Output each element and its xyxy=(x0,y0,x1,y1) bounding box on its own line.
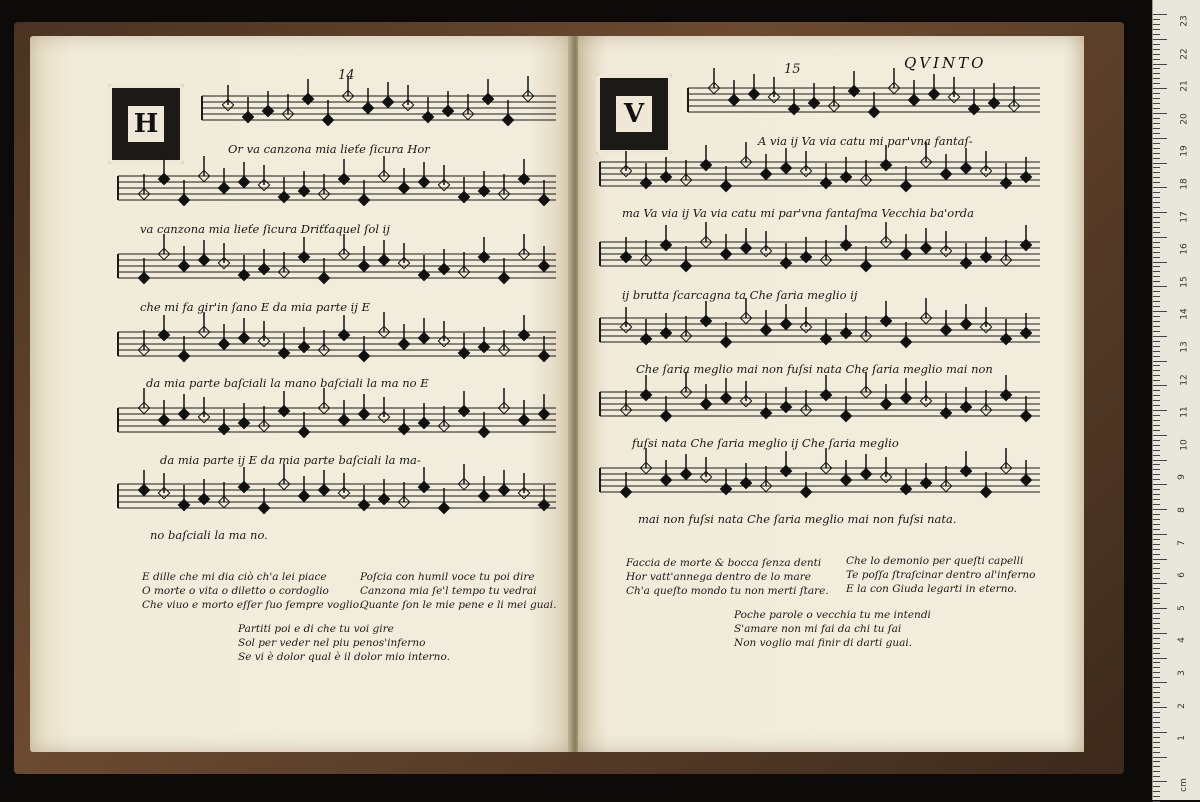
ruler-tick xyxy=(1153,361,1167,362)
ruler-tick xyxy=(1153,321,1160,322)
lyric-line: va canzona mia lieťe ſicura Driťťaquel ſol ij xyxy=(140,222,390,236)
ruler-tick xyxy=(1153,153,1160,154)
ruler-tick xyxy=(1153,212,1167,213)
ruler-tick xyxy=(1153,682,1167,683)
initial-letter: V xyxy=(616,96,652,132)
verse-line: Hor vatt'annega dentro de lo mare xyxy=(626,571,812,583)
ruler-tick xyxy=(1153,222,1160,223)
lyric-line: ma Va via ij Va via catu mi par'vna fantaſma Vecchia ba'orda xyxy=(622,206,974,220)
ruler-tick xyxy=(1153,405,1160,406)
ruler-tick xyxy=(1153,539,1160,540)
ruler-number: 13 xyxy=(1179,341,1190,353)
ruler-tick xyxy=(1153,677,1160,678)
ruler-tick xyxy=(1153,88,1167,89)
ruler-tick xyxy=(1153,514,1160,515)
ruler-tick xyxy=(1153,326,1160,327)
ruler-tick xyxy=(1153,276,1160,277)
ruler-tick xyxy=(1153,227,1160,228)
ruler-tick xyxy=(1153,534,1167,535)
ruler-tick xyxy=(1153,331,1160,332)
ruler-tick xyxy=(1153,286,1167,287)
ruler-tick xyxy=(1153,415,1160,416)
ruler-number: 12 xyxy=(1179,373,1190,386)
ruler-tick xyxy=(1153,469,1160,470)
ruler-number: 21 xyxy=(1179,80,1190,92)
ruler-number: 14 xyxy=(1179,308,1190,321)
ruler-tick xyxy=(1153,316,1160,317)
ruler-tick xyxy=(1153,662,1160,663)
verse-stanza xyxy=(626,556,829,598)
ruler-tick xyxy=(1153,519,1160,520)
ruler-tick xyxy=(1153,643,1160,644)
lyric-line: fuſsi nata Che ſaria meglio ij Che ſaria meglio xyxy=(632,436,899,450)
ruler-tick xyxy=(1153,608,1167,609)
ruler-number: 1 xyxy=(1176,735,1187,742)
ruler-number: 5 xyxy=(1176,604,1187,611)
ruler-tick xyxy=(1153,59,1160,60)
ruler-tick xyxy=(1153,618,1160,619)
ruler-tick xyxy=(1153,291,1160,292)
ruler-tick xyxy=(1153,489,1160,490)
ruler-tick xyxy=(1153,445,1160,446)
ruler-tick xyxy=(1153,158,1160,159)
ruler-tick xyxy=(1153,603,1160,604)
verse-line: E la con Giuda legarti in eterno. xyxy=(846,583,1017,595)
ruler-tick xyxy=(1153,435,1167,436)
verse-line: Sol per veder nel piu penos'inferno xyxy=(238,637,426,649)
ruler-tick xyxy=(1153,148,1160,149)
lyric-line: no baſciali la ma no. xyxy=(150,528,268,542)
verse-line: Quante ſon le mie pene e li mei guai. xyxy=(360,599,557,611)
ruler-number: 19 xyxy=(1179,145,1190,158)
verse-line: Canzona mia ſe'l tempo tu vedrai xyxy=(360,585,537,597)
ruler-tick xyxy=(1153,633,1167,634)
ruler-tick xyxy=(1153,450,1160,451)
verse-stanza xyxy=(734,608,931,650)
ruler-tick xyxy=(1153,380,1160,381)
ruler-tick xyxy=(1153,752,1160,753)
ruler-unit: cm xyxy=(1178,778,1189,792)
ruler-tick xyxy=(1153,628,1160,629)
ruler-tick xyxy=(1153,464,1160,465)
ruler-tick xyxy=(1153,623,1160,624)
ruler-tick xyxy=(1153,113,1167,114)
ruler-tick xyxy=(1153,375,1160,376)
ruler-tick xyxy=(1153,356,1160,357)
initial-letter: H xyxy=(128,106,164,142)
ruler-tick xyxy=(1153,578,1160,579)
ruler-number: 2 xyxy=(1176,702,1187,709)
ruler-tick xyxy=(1153,385,1167,386)
ruler-tick xyxy=(1153,786,1160,787)
ruler-number: 17 xyxy=(1179,210,1190,223)
ruler-tick xyxy=(1153,123,1160,124)
ruler-tick xyxy=(1153,529,1160,530)
ruler-tick xyxy=(1153,766,1160,767)
ruler-tick xyxy=(1153,306,1160,307)
ruler-tick xyxy=(1153,598,1160,599)
ruler-tick xyxy=(1153,712,1160,713)
ruler-tick xyxy=(1153,761,1160,762)
ruler-tick xyxy=(1153,237,1167,238)
ruler-tick xyxy=(1153,524,1160,525)
ruler-tick xyxy=(1153,103,1160,104)
ruler-tick xyxy=(1153,202,1160,203)
ruler-tick xyxy=(1153,667,1160,668)
ruler-tick xyxy=(1153,549,1160,550)
ruler-tick xyxy=(1153,440,1160,441)
ruler-tick xyxy=(1153,78,1160,79)
verse-line: Poche parole o vecchia tu me intendi xyxy=(734,609,931,621)
ruler-tick xyxy=(1153,658,1167,659)
ruler-tick xyxy=(1153,573,1160,574)
ruler-tick xyxy=(1153,296,1160,297)
ruler-tick xyxy=(1153,460,1167,461)
ruler-tick xyxy=(1153,242,1160,243)
lyric-line: Che ſaria meglio mai non fuſsi nata Che ſaria meglio mai non xyxy=(636,362,993,376)
ruler-tick xyxy=(1153,791,1160,792)
ruler-tick xyxy=(1153,747,1160,748)
ruler-tick xyxy=(1153,98,1160,99)
ruler-tick xyxy=(1153,83,1160,84)
right-page xyxy=(578,36,1084,752)
ruler-tick xyxy=(1153,410,1167,411)
ruler-tick xyxy=(1153,257,1160,258)
ruler-tick xyxy=(1153,93,1160,94)
ruler-tick xyxy=(1153,722,1160,723)
verse-stanza xyxy=(360,570,556,612)
ruler-tick xyxy=(1153,400,1160,401)
ruler-tick xyxy=(1153,336,1167,337)
verse-line: Te poſſa ſtraſcinar dentro al'inferno xyxy=(846,569,1036,581)
ruler-tick xyxy=(1153,14,1167,15)
ruler-tick xyxy=(1153,430,1160,431)
ruler-tick xyxy=(1153,143,1160,144)
ruler-tick xyxy=(1153,742,1160,743)
ruler-tick xyxy=(1153,563,1160,564)
ruler-tick xyxy=(1153,44,1160,45)
ruler-tick xyxy=(1153,271,1160,272)
ruler-tick xyxy=(1153,692,1160,693)
verse-stanza xyxy=(846,554,1035,596)
verse-stanza xyxy=(238,622,450,664)
ruler-tick xyxy=(1153,796,1160,797)
ruler-tick xyxy=(1153,474,1160,475)
ruler-number: 4 xyxy=(1176,637,1187,644)
ruler-tick xyxy=(1153,346,1160,347)
ruler-number: 20 xyxy=(1179,113,1190,125)
ruler-tick xyxy=(1153,370,1160,371)
ruler-tick xyxy=(1153,593,1160,594)
ruler-tick xyxy=(1153,544,1160,545)
verse-line: Faccia de morte & bocca ſenza denti xyxy=(626,557,822,569)
ruler-tick xyxy=(1153,262,1167,263)
ruler-number: 10 xyxy=(1179,439,1190,451)
ruler-tick xyxy=(1153,64,1167,65)
verse-line: Non voglio mai finir di darti guai. xyxy=(734,637,913,649)
ruler-tick xyxy=(1153,420,1160,421)
ruler-number: 6 xyxy=(1176,572,1187,579)
ruler-tick xyxy=(1153,19,1160,20)
ruler-tick xyxy=(1153,232,1160,233)
ruler-number: 22 xyxy=(1179,47,1190,60)
ruler-tick xyxy=(1153,455,1160,456)
music-staves-left xyxy=(30,36,572,556)
ruler-tick xyxy=(1153,118,1160,119)
ruler-tick xyxy=(1153,583,1167,584)
verse-line: Se vi è dolor qual è il dolor mio interno. xyxy=(238,651,450,663)
ruler-tick xyxy=(1153,133,1160,134)
ruler-tick xyxy=(1153,24,1160,25)
ruler-number: 11 xyxy=(1179,406,1190,418)
verse-line: S'amare non mi fai da chi tu ſai xyxy=(734,623,902,635)
ruler-tick xyxy=(1153,554,1160,555)
ruler-tick xyxy=(1153,509,1167,510)
ruler-tick xyxy=(1153,781,1167,782)
ruler-tick xyxy=(1153,504,1160,505)
lyric-line: che mi fa gir'in ſano E da mia parte ij E xyxy=(140,300,370,314)
ruler-tick xyxy=(1153,697,1160,698)
ruler-tick xyxy=(1153,172,1160,173)
ruler-tick xyxy=(1153,638,1160,639)
measurement-ruler xyxy=(1152,0,1200,800)
lyric-line: A via ij Va via catu mi par'vna fantaſ- xyxy=(758,134,973,148)
ruler-tick xyxy=(1153,182,1160,183)
ruler-tick xyxy=(1153,395,1160,396)
verse-line: Ch'a queſto mondo tu non merti ſtare. xyxy=(626,585,829,597)
ruler-tick xyxy=(1153,425,1160,426)
verse-line: Che viuo e morto eſſer ſuo ſempre voglio. xyxy=(142,599,363,611)
ruler-tick xyxy=(1153,653,1160,654)
ruler-number: 8 xyxy=(1176,507,1187,513)
running-head: QVINTO xyxy=(904,54,987,72)
ruler-tick xyxy=(1153,351,1160,352)
verse-line: Poſcia con humil voce tu poi dire xyxy=(360,571,535,583)
ruler-tick xyxy=(1153,167,1160,168)
ruler-tick xyxy=(1153,68,1160,69)
music-staves-right xyxy=(578,36,1084,536)
ruler-tick xyxy=(1153,494,1160,495)
lyric-line: da mia parte baſciali la mano baſciali la ma no E xyxy=(146,376,429,390)
ruler-tick xyxy=(1153,737,1160,738)
ruler-tick xyxy=(1153,128,1160,129)
ruler-number: 15 xyxy=(1179,276,1190,288)
ruler-tick xyxy=(1153,771,1160,772)
ruler-tick xyxy=(1153,757,1167,758)
ruler-tick xyxy=(1153,311,1167,312)
ruler-tick xyxy=(1153,776,1160,777)
ruler-tick xyxy=(1153,672,1160,673)
ruler-tick xyxy=(1153,108,1160,109)
ruler-tick xyxy=(1153,341,1160,342)
ruler-tick xyxy=(1153,73,1160,74)
ruler-tick xyxy=(1153,301,1160,302)
ruler-tick xyxy=(1153,484,1167,485)
ruler-tick xyxy=(1153,281,1160,282)
left-page xyxy=(30,36,572,752)
ruler-tick xyxy=(1153,613,1160,614)
ruler-tick xyxy=(1153,138,1167,139)
ruler-tick xyxy=(1153,559,1167,560)
ruler-number: 18 xyxy=(1179,178,1190,190)
ruler-tick xyxy=(1153,687,1160,688)
ruler-tick xyxy=(1153,390,1160,391)
ruler-tick xyxy=(1153,163,1167,164)
ruler-tick xyxy=(1153,54,1160,55)
verse-line: E dille che mi dia ciò ch'a lei piace xyxy=(142,571,327,583)
ruler-tick xyxy=(1153,187,1167,188)
ruler-number: 3 xyxy=(1176,670,1187,676)
ruler-tick xyxy=(1153,39,1167,40)
ruler-tick xyxy=(1153,365,1160,366)
lyric-line: ij brutta ſcarcagna ta Che ſaria meglio ij xyxy=(622,288,858,302)
ruler-tick xyxy=(1153,177,1160,178)
verse-stanza xyxy=(142,570,362,612)
ruler-tick xyxy=(1153,568,1160,569)
ruler-tick xyxy=(1153,49,1160,50)
ruler-tick xyxy=(1153,207,1160,208)
ruler-tick xyxy=(1153,29,1160,30)
ruler-tick xyxy=(1153,252,1160,253)
verse-line: O morte o vita o diletto o cordoglio xyxy=(142,585,329,597)
ruler-number: 16 xyxy=(1179,243,1190,255)
ruler-tick xyxy=(1153,479,1160,480)
ruler-tick xyxy=(1153,197,1160,198)
verse-line: Che lo demonio per queſti capelli xyxy=(846,555,1024,567)
ruler-tick xyxy=(1153,648,1160,649)
ruler-tick xyxy=(1153,192,1160,193)
ruler-tick xyxy=(1153,499,1160,500)
lyric-line: Or va canzona mia lieťe ſicura Hor xyxy=(228,142,430,156)
ruler-tick xyxy=(1153,707,1167,708)
ruler-tick xyxy=(1153,247,1160,248)
verse-line: Partiti poi e di che tu voi gire xyxy=(238,623,394,635)
ruler-number: 9 xyxy=(1176,474,1187,481)
ruler-tick xyxy=(1153,702,1160,703)
ruler-tick xyxy=(1153,732,1167,733)
lyric-line: da mia parte ij E da mia parte baſciali la ma- xyxy=(160,453,421,467)
ruler-tick xyxy=(1153,266,1160,267)
lyric-line: mai non fuſsi nata Che ſaria meglio mai non fuſsi nata. xyxy=(638,512,957,526)
ruler-number: 7 xyxy=(1176,539,1187,546)
page-number-left: 14 xyxy=(338,68,355,83)
ruler-tick xyxy=(1153,727,1160,728)
ruler-number: 23 xyxy=(1179,15,1190,27)
page-number-right: 15 xyxy=(784,62,801,77)
ruler-tick xyxy=(1153,588,1160,589)
ruler-tick xyxy=(1153,34,1160,35)
ruler-tick xyxy=(1153,217,1160,218)
ruler-tick xyxy=(1153,717,1160,718)
